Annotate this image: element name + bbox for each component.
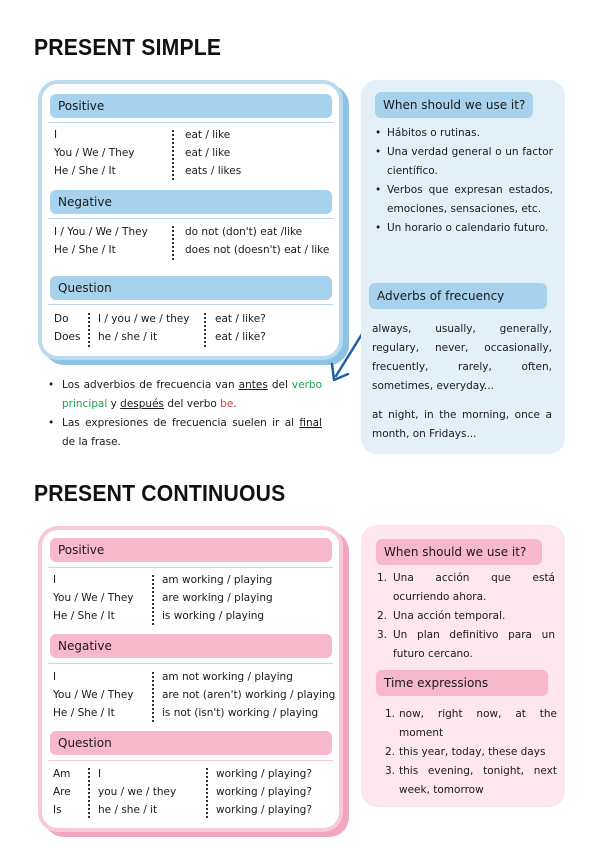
dotted-separator [88, 768, 90, 818]
verb-cell: am not working / playing [162, 671, 293, 683]
verb-cell: am working / playing [162, 574, 273, 586]
aux-cell: Does [54, 331, 81, 343]
usage-item: • Una verdad general o un factor científico. [375, 146, 553, 177]
verb-cell: working / playing? [216, 804, 312, 816]
verb-cell: eat / like [185, 129, 231, 141]
question-header: Question [50, 731, 332, 755]
present-continuous-title: PRESENT CONTINUOUS [34, 480, 286, 506]
usage-list [373, 124, 553, 238]
subject-cell: I [98, 768, 102, 780]
verb-cell: is not (isn't) working / playing [162, 707, 319, 719]
time-item: 3. this evening, tonight, next week, tomorrow [385, 765, 557, 796]
usage-item: 1. Una acción que está ocurriendo ahora. [377, 572, 555, 603]
positive-header: Positive [50, 94, 332, 118]
subject-cell: He / She / It [54, 165, 116, 177]
positive-header: Positive [50, 538, 332, 562]
grammar-notes [46, 376, 322, 452]
verb-cell: are not (aren't) working / playing [162, 689, 336, 701]
subject-cell: I [54, 129, 58, 141]
divider [48, 122, 333, 123]
dotted-separator [152, 575, 154, 625]
subject-cell: I [53, 671, 57, 683]
usage-item: • Hábitos o rutinas. [375, 127, 480, 139]
usage-item: • Un horario o calendario futuro. [375, 222, 549, 234]
divider [48, 304, 333, 305]
present-simple-title: PRESENT SIMPLE [34, 34, 222, 60]
note-highlight-red: be [220, 398, 234, 410]
note-adverb-position [46, 376, 322, 414]
subject-cell: You / We / They [53, 592, 134, 604]
time-item: 1. now, right now, at the moment [385, 708, 557, 739]
note-highlight-green: verbo principal [62, 379, 323, 410]
note-underlined: después [120, 398, 165, 410]
note-text: del verbo [164, 398, 221, 410]
note-text: Las expresiones de frecuencia suelen ir al [62, 417, 300, 429]
note-text: de la frase. [62, 436, 121, 448]
verb-cell: eat / like? [215, 313, 266, 325]
aux-cell: Am [53, 768, 71, 780]
divider [48, 663, 333, 664]
subject-cell: I / You / We / They [54, 226, 148, 238]
divider [48, 760, 333, 761]
usage-header: When should we use it? [376, 539, 542, 565]
aux-cell: Is [53, 804, 62, 816]
present-simple-table [38, 80, 343, 360]
verb-cell: are working / playing [162, 592, 273, 604]
dotted-separator [88, 313, 90, 347]
aux-cell: Do [54, 313, 69, 325]
dotted-separator [206, 768, 208, 818]
adverbs-list: always, usually, generally, regulary, never, occasionally, frecuently, rarely, often, sometimes, everyday... [372, 323, 552, 392]
note-underlined: antes [238, 379, 268, 391]
verb-cell: is working / playing [162, 610, 265, 622]
subject-cell: You / We / They [54, 147, 135, 159]
verb-cell: eats / likes [185, 165, 242, 177]
divider [48, 218, 333, 219]
usage-header: When should we use it? [375, 92, 533, 118]
time-item: 2. this year, today, these days [385, 746, 546, 758]
subject-cell: I / you / we / they [98, 313, 190, 325]
subject-cell: he / she / it [98, 804, 158, 816]
note-text: del [267, 379, 292, 391]
verb-cell: does not (doesn't) eat / like [185, 244, 330, 256]
dotted-separator [204, 313, 206, 347]
subject-cell: He / She / It [54, 244, 116, 256]
usage-item: 3. Un plan definitivo para un futuro cercano. [377, 629, 555, 660]
dotted-separator [172, 226, 174, 260]
negative-header: Negative [50, 634, 332, 658]
subject-cell: you / we / they [98, 786, 177, 798]
verb-cell: working / playing? [216, 786, 312, 798]
present-continuous-usage-panel [361, 525, 565, 807]
time-expressions-list [383, 705, 557, 800]
present-continuous-table [38, 526, 343, 832]
dotted-separator [172, 130, 174, 180]
subject-cell: You / We / They [53, 689, 134, 701]
verb-cell: do not (don't) eat /like [185, 226, 303, 238]
usage-item: 2. Una acción temporal. [377, 610, 506, 622]
verb-cell: working / playing? [216, 768, 312, 780]
adverbs-header: Adverbs of frecuency [369, 283, 547, 309]
note-text: Los adverbios de frecuencia van [62, 379, 239, 391]
time-expressions-header: Time expressions [376, 670, 548, 696]
note-text: . [233, 398, 237, 410]
negative-header: Negative [50, 190, 332, 214]
usage-list [375, 569, 555, 664]
note-text: y [107, 398, 121, 410]
present-simple-usage-panel [361, 80, 565, 454]
verb-cell: eat / like? [215, 331, 266, 343]
usage-item: • Verbos que expresan estados, emociones, sensaciones, etc. [375, 184, 553, 215]
divider [48, 567, 333, 568]
dotted-separator [152, 672, 154, 722]
subject-cell: He / She / It [53, 707, 115, 719]
verb-cell: eat / like [185, 147, 231, 159]
aux-cell: Are [53, 786, 71, 798]
note-expression-position [46, 414, 322, 452]
question-header: Question [50, 276, 332, 300]
subject-cell: I [53, 574, 57, 586]
frequency-expressions: at night, in the morning, once a month, on Fridays... [372, 409, 552, 440]
subject-cell: He / She / It [53, 610, 115, 622]
note-underlined: final [299, 417, 322, 429]
subject-cell: he / she / it [98, 331, 158, 343]
